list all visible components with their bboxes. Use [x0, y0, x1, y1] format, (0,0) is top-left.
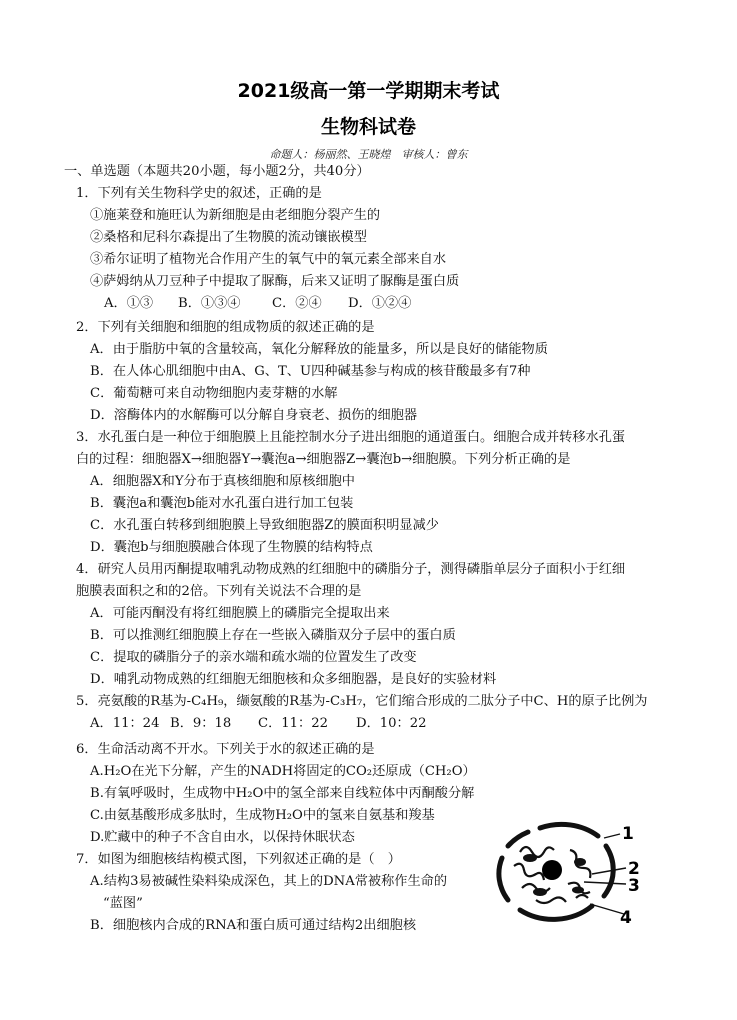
nuclear-envelope-segment — [540, 824, 598, 836]
nucleolus — [542, 860, 562, 880]
q7-stem: 7．如图为细胞核结构模式图，下列叙述正确的是（ ） — [76, 852, 401, 867]
nuclear-envelope-segment — [520, 906, 592, 919]
q2-stem: 2．下列有关细胞和细胞的组成物质的叙述正确的是 — [76, 320, 375, 335]
q1-options — [104, 294, 411, 314]
q1-item-2: ②桑格和尼科尔森提出了生物膜的流动镶嵌模型 — [90, 230, 367, 245]
q3-stem-line2: 白的过程：细胞器X→细胞器Y→囊泡a→细胞器Z→囊泡b→细胞膜。下列分析正确的是 — [76, 452, 571, 467]
q1-option-c: C．②④ — [272, 296, 322, 311]
figure-label-4: 4 — [620, 908, 632, 924]
q1-option-b: B．①③④ — [178, 296, 241, 311]
q2-option-d: D．溶酶体内的水解酶可以分解自身衰老、损伤的细胞器 — [90, 408, 418, 423]
q7-option-b: B．细胞核内合成的RNA和蛋白质可通过结构2出细胞核 — [90, 918, 417, 933]
q6-option-b: B.有氧呼吸时，生成物中H₂O中的氢全部来自线粒体中丙酮酸分解 — [90, 786, 475, 801]
q2-option-c: C．葡萄糖可来自动物细胞内麦芽糖的水解 — [90, 386, 338, 401]
q3-option-c: C．水孔蛋白转移到细胞膜上导致细胞器Z的膜面积明显减少 — [90, 518, 439, 533]
q6-option-a: A.H₂O在光下分解，产生的NADH将固定的CO₂还原成（CH₂O） — [90, 764, 476, 779]
leader-line-4 — [590, 904, 624, 914]
q1-stem: 1．下列有关生物科学史的叙述，正确的是 — [76, 186, 322, 201]
q5-stem: 5．亮氨酸的R基为-C₄H₉，缬氨酸的R基为-C₃H₇，它们缩合形成的二肽分子中C、H的原子比例为 — [76, 694, 648, 709]
q5-option-d: D．10：22 — [356, 716, 427, 731]
q7-option-a-line1: A.结构3易被碱性染料染成深色，其上的DNA常被称作生命的 — [90, 874, 448, 889]
q5-option-c: C．11：22 — [258, 716, 329, 731]
leader-line-3 — [584, 882, 626, 884]
q3-option-a: A．细胞器X和Y分布于真核细胞和原核细胞中 — [90, 474, 355, 489]
q3-stem-line1: 3．水孔蛋白是一种位于细胞膜上且能控制水分子进出细胞的通道蛋白。细胞合成并转移水孔蛋 — [76, 430, 626, 445]
figure-label-2: 2 — [628, 859, 640, 879]
q4-option-d: D．哺乳动物成熟的红细胞无细胞核和众多细胞器，是良好的实验材料 — [90, 672, 497, 687]
q6-option-c: C.由氨基酸形成多肽时，生成物H₂O中的氢来自氨基和羧基 — [90, 808, 435, 823]
leader-line-1 — [604, 834, 620, 838]
q5-options — [90, 714, 427, 734]
q1-item-3: ③希尔证明了植物光合作用产生的氧气中的氧元素全部来自水 — [90, 252, 447, 267]
exam-title: 2021级高一第一学期期末考试 — [237, 80, 500, 102]
q1-item-1: ①施莱登和施旺认为新细胞是由老细胞分裂产生的 — [90, 208, 381, 223]
nuclear-envelope-segment — [499, 858, 508, 900]
q2-option-a: A．由于脂肪中氧的含量较高，氧化分解释放的能量多，所以是良好的储能物质 — [90, 342, 548, 357]
exam-subtitle: 生物科试卷 — [320, 116, 416, 138]
figure-label-1: 1 — [622, 824, 634, 844]
q2-option-b: B．在人体心肌细胞中由A、G、T、U四种碱基参与构成的核苷酸最多有7种 — [90, 364, 531, 379]
authors-line: 命题人：杨丽然、王晓煌 审核人：曾东 — [269, 148, 468, 161]
q5-option-a: A．11：24 — [90, 716, 160, 731]
q1-option-a: A．①③ — [104, 296, 154, 311]
leader-line-2 — [592, 868, 626, 874]
q6-stem: 6．生命活动离不开水。下列关于水的叙述正确的是 — [76, 742, 375, 757]
q6-option-d: D.贮藏中的种子不含自由水，以保持休眠状态 — [90, 830, 355, 845]
nucleus-diagram — [480, 814, 640, 924]
q3-option-b: B．囊泡a和囊泡b能对水孔蛋白进行加工包装 — [90, 496, 354, 511]
q4-option-a: A．可能丙酮没有将红细胞膜上的磷脂完全提取出来 — [90, 606, 390, 621]
q4-option-c: C．提取的磷脂分子的亲水端和疏水端的位置发生了改变 — [90, 650, 417, 665]
q1-item-4: ④萨姆纳从刀豆种子中提取了脲酶，后来又证明了脲酶是蛋白质 — [90, 274, 460, 289]
q4-stem-line2: 胞膜表面积之和的2倍。下列有关说法不合理的是 — [76, 584, 362, 599]
figure-label-3: 3 — [628, 876, 640, 896]
section-heading: 一、单选题（本题共20小题，每小题2分，共40分） — [64, 164, 370, 179]
q4-option-b: B．可以推测红细胞膜上存在一些嵌入磷脂双分子层中的蛋白质 — [90, 628, 456, 643]
q3-option-d: D．囊泡b与细胞膜融合体现了生物膜的结构特点 — [90, 540, 373, 555]
q7-option-a-line2: “蓝图” — [103, 896, 143, 911]
q4-stem-line1: 4．研究人员用丙酮提取哺乳动物成熟的红细胞中的磷脂分子，测得磷脂单层分子面积小于红细 — [76, 562, 626, 577]
q5-option-b: B．9：18 — [170, 716, 232, 731]
nuclear-envelope-segment — [508, 832, 528, 846]
q1-option-d: D．①②④ — [348, 296, 412, 311]
